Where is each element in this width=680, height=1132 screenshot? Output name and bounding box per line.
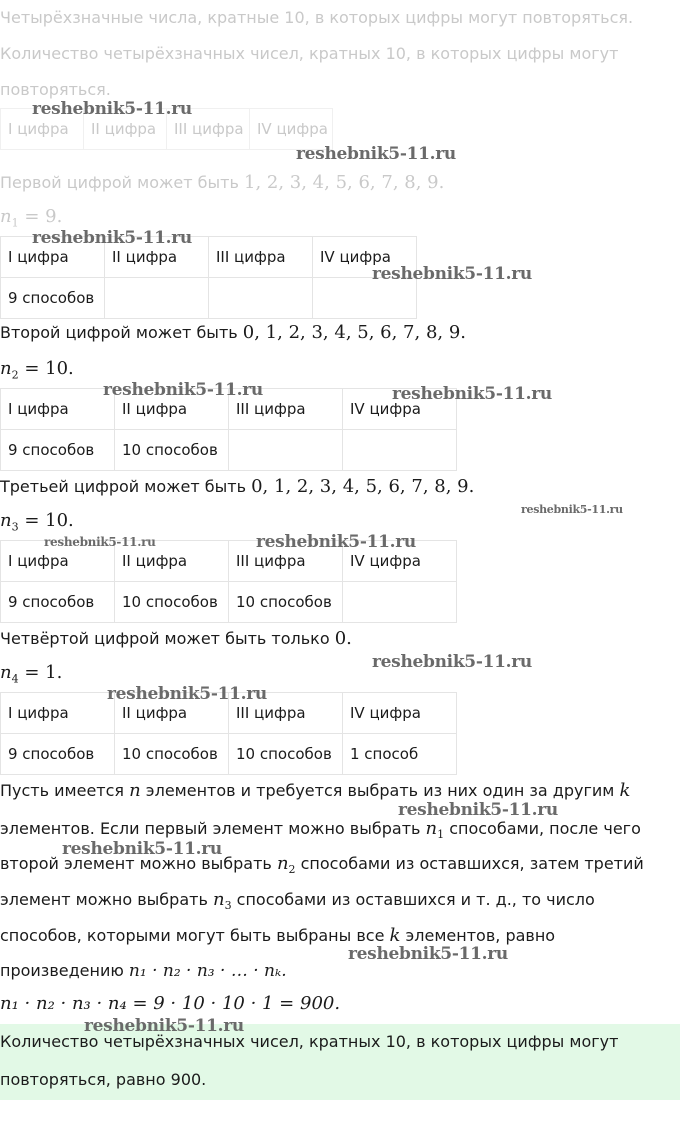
result-line-1: Количество четырёхзначных чисел, кратных 10, в которых цифры могут [0,1032,619,1051]
step-1-n: $n_1 = 9$. [0,206,63,230]
header-cell: IV цифра [250,109,333,150]
header-cell: II цифра [115,389,229,430]
step-2-n: $n_2 = 10$. [0,358,74,382]
header-cell: II цифра [115,541,229,582]
value-cell: 1 способ [343,734,457,775]
digits-table-final [0,692,457,775]
step-3-n: $n_3 = 10$. [0,510,74,534]
header-cell: I цифра [1,541,115,582]
value-cell: 10 способов [115,430,229,471]
watermark: reshebnik5-11.ru [392,384,552,404]
watermark: reshebnik5-11.ru [84,1016,244,1036]
header-cell: IV цифра [343,541,457,582]
intro-line-2b: повторяться. [0,80,111,99]
result-line-2: повторяться, равно 900. [0,1070,207,1089]
value-cell: 9 способов [1,278,105,319]
watermark: reshebnik5-11.ru [256,532,416,552]
product-formula: n₁ · n₂ · n₃ · n₄ = 9 · 10 · 10 · 1 = 900. [0,993,341,1014]
header-cell: III цифра [229,693,343,734]
value-cell: 9 способов [1,734,115,775]
rule-line-1: Пусть имеется n элементов и требуется выбрать из них один за другим k [0,780,631,801]
watermark: reshebnik5-11.ru [521,503,623,516]
rule-line-5: способов, которыми могут быть выбраны все k элементов, равно [0,925,556,946]
watermark: reshebnik5-11.ru [372,264,532,284]
header-cell: I цифра [1,109,84,150]
value-cell: 10 способов [229,582,343,623]
digits-table-1 [0,236,417,319]
header-cell: III цифра [167,109,250,150]
digits-table-2 [0,388,457,471]
header-cell: III цифра [229,541,343,582]
header-cell: IV цифра [343,389,457,430]
watermark: reshebnik5-11.ru [32,99,192,119]
step-4-n: $n_4 = 1$. [0,662,63,686]
digits-table-3 [0,540,457,623]
value-cell [105,278,209,319]
step-3-text: Третьей цифрой может быть 0, 1, 2, 3, 4, 5, 6, 7, 8, 9. [0,476,475,497]
intro-line-2a: Количество четырёхзначных чисел, кратных 10, в которых цифры могут [0,44,619,63]
watermark: reshebnik5-11.ru [44,535,156,549]
rule-line-2: элементов. Если первый элемент можно выбрать $n_1$ способами, после чего [0,818,641,842]
watermark: reshebnik5-11.ru [32,228,192,248]
watermark: reshebnik5-11.ru [107,684,267,704]
value-cell [229,430,343,471]
watermark: reshebnik5-11.ru [398,800,558,820]
value-cell [343,430,457,471]
step-2-text: Второй цифрой может быть 0, 1, 2, 3, 4, 5, 6, 7, 8, 9. [0,322,467,343]
watermark: reshebnik5-11.ru [296,144,456,164]
value-cell: 9 способов [1,430,115,471]
header-cell: II цифра [105,237,209,278]
header-cell: I цифра [1,693,115,734]
watermark: reshebnik5-11.ru [103,380,263,400]
step-4-text: Четвёртой цифрой может быть только 0. [0,628,352,649]
header-cell: I цифра [1,237,105,278]
value-cell: 10 способов [115,734,229,775]
rule-line-3: второй элемент можно выбрать $n_2$ способами из оставшихся, затем третий [0,853,644,877]
header-cell: II цифра [115,693,229,734]
value-cell: 9 способов [1,582,115,623]
intro-line-1: Четырёхзначные числа, кратные 10, в которых цифры могут повторяться. [0,8,634,27]
watermark: reshebnik5-11.ru [62,839,222,859]
rule-line-6: произведению n₁ · n₂ · n₃ · … · nₖ. [0,961,287,981]
header-cell: III цифра [229,389,343,430]
value-cell: 10 способов [115,582,229,623]
value-cell: 10 способов [229,734,343,775]
value-cell [209,278,313,319]
header-cell: III цифра [209,237,313,278]
rule-line-4: элемент можно выбрать $n_3$ способами из оставшихся и т. д., то число [0,889,595,913]
header-cell: IV цифра [343,693,457,734]
header-cell: IV цифра [313,237,417,278]
step-1-text: Первой цифрой может быть 1, 2, 3, 4, 5, 6, 7, 8, 9. [0,172,445,193]
watermark: reshebnik5-11.ru [348,944,508,964]
value-cell [343,582,457,623]
header-cell: I цифра [1,389,115,430]
header-cell: II цифра [84,109,167,150]
watermark: reshebnik5-11.ru [372,652,532,672]
